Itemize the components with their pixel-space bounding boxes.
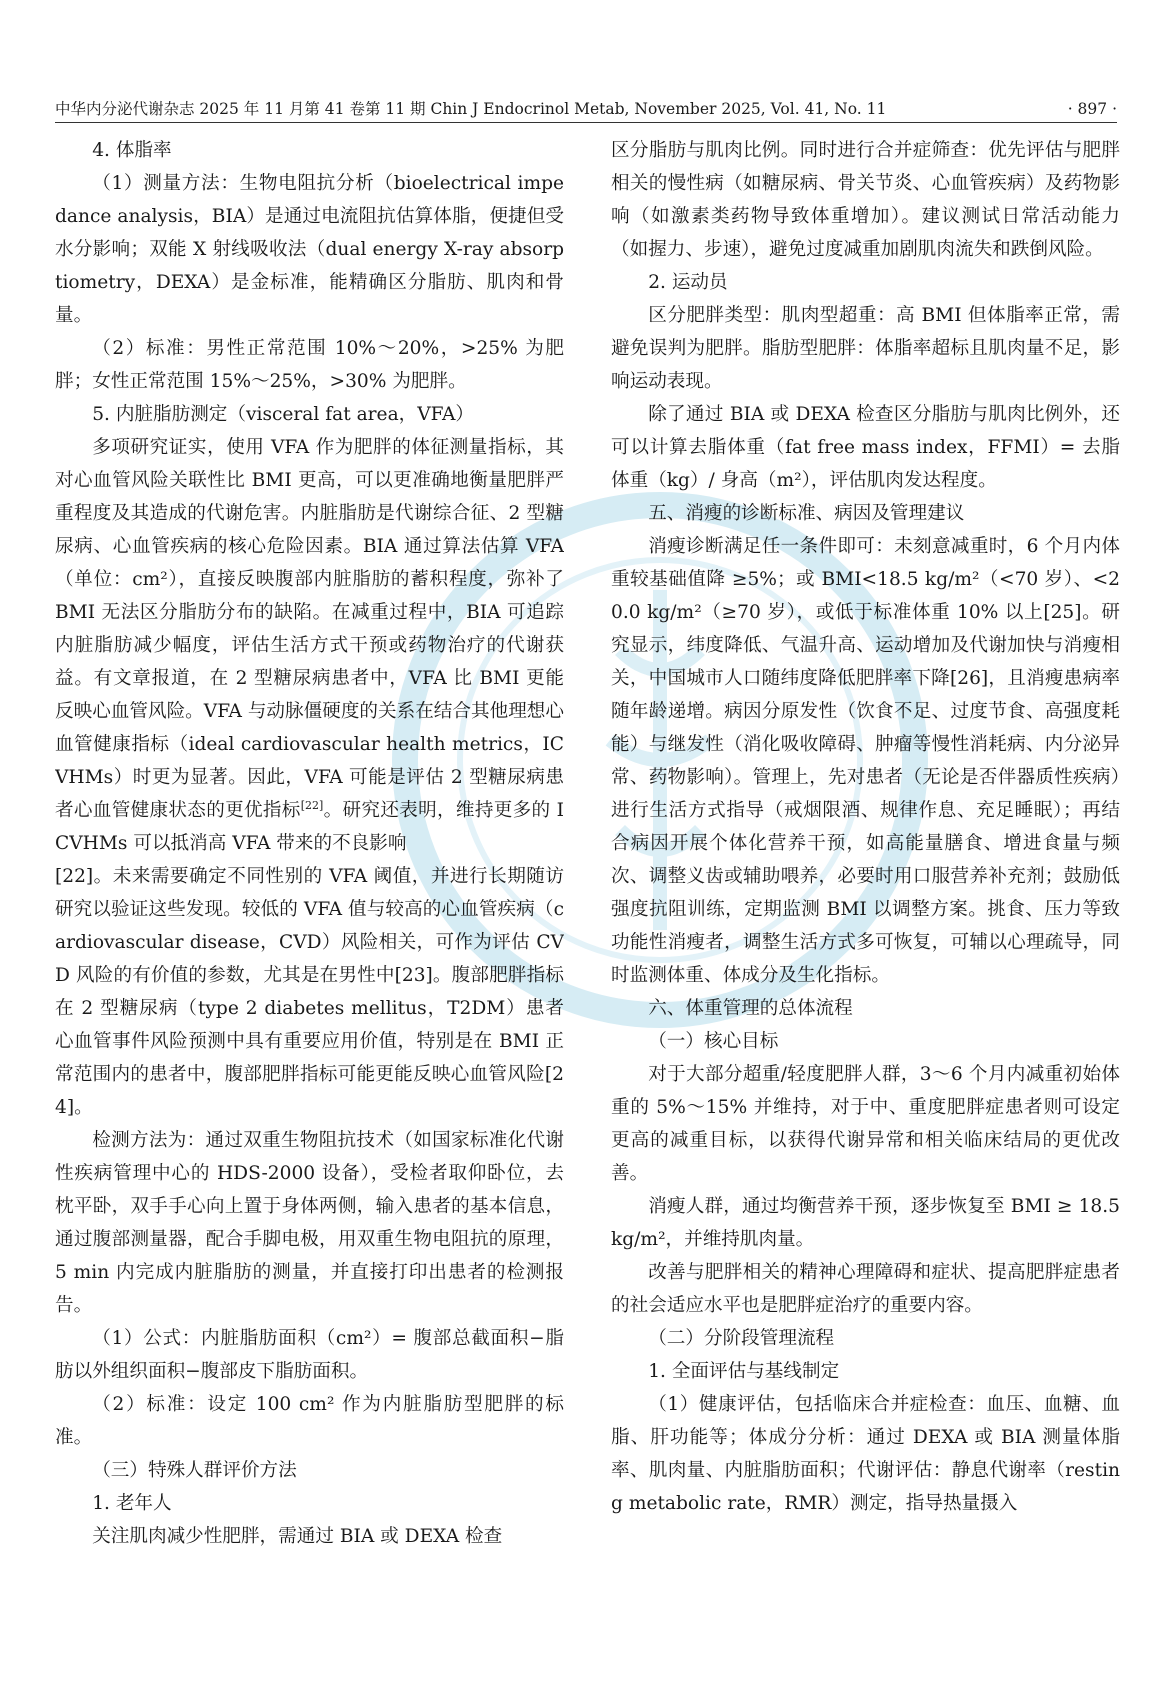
- paragraph-psychological-goal: 改善与肥胖相关的精神心理障碍和症状、提高肥胖症患者的社会适应水平也是肥胖症治疗的重要内容。: [611, 1262, 1120, 1316]
- heading-assessment: 1. 全面评估与基线制定: [648, 1361, 840, 1382]
- heading-elderly: 1. 老年人: [92, 1493, 172, 1514]
- heading-staged-process: （二）分阶段管理流程: [648, 1328, 835, 1349]
- left-column: [55, 134, 564, 1664]
- paragraph-athlete-types: 区分肥胖类型：肌肉型超重：高 BMI 但体脂率正常，需避免误判为肥胖。脂肪型肥胖：体脂率超标且肌肉量不足，影响运动表现。: [611, 305, 1120, 392]
- paragraph-overweight-goal: 对于大部分超重/轻度肥胖人群，3～6 个月内减重初始体重的 5%～15% 并维持，对于中、重度肥胖症患者则可设定更高的减重目标，以获得代谢异常和相关临床结局的更优改善。: [611, 1064, 1120, 1184]
- paragraph-vfa-continued: [22]。未来需要确定不同性别的 VFA 阈值，并进行长期随访研究以验证这些发现。较低的 VFA 值与较高的心血管疾病（cardiovascular disease，CVD）风险相关，可作为评估 CVD 风险的有价值的参数，尤其是在男性中[23]。腹部肥胖指标在 2 型糖尿病（type 2 diabetes mellitus，T2DM）患者心血管事件风险预测中具有重要应用价值，特别是在 BMI 正常范围内的患者中，腹部肥胖指标可能更能反映心血管风险[24]。: [55, 866, 564, 1118]
- paragraph-body-fat-standard: （2）标准：男性正常范围 10%～20%，>25% 为肥胖；女性正常范围 15%～25%，>30% 为肥胖。: [55, 338, 564, 392]
- heading-special-populations: （三）特殊人群评价方法: [92, 1460, 297, 1481]
- heading-weight-management: 六、体重管理的总体流程: [648, 998, 853, 1019]
- heading-body-fat: 4. 体脂率: [92, 140, 172, 161]
- running-header: [55, 96, 1117, 123]
- paragraph-vfa-formula: （1）公式：内脏脂肪面积（cm²）= 腹部总截面积−脂肪以外组织面积−腹部皮下脂肪面积。: [55, 1328, 564, 1382]
- right-column: [611, 134, 1120, 1664]
- paragraph-health-assessment: （1）健康评估，包括临床合并症检查：血压、血糖、血脂、肝功能等；体成分分析：通过 DEXA 或 BIA 测量体脂率、肌肉量、内脏脂肪面积；代谢评估：静息代谢率（resting metabolic rate，RMR）测定，指导热量摄入: [611, 1394, 1120, 1514]
- paragraph-emaciation-goal: 消瘦人群，通过均衡营养干预，逐步恢复至 BMI ≥ 18.5 kg/m²，并维持肌肉量。: [611, 1196, 1120, 1250]
- paragraph-detection-method: 检测方法为：通过双重生物阻抗技术（如国家标准化代谢性疾病管理中心的 HDS-2000 设备），受检者取仰卧位，去枕平卧，双手手心向上置于身体两侧，输入患者的基本信息，通过腹部测量器，配合手脚电极，用双重生物电阻抗的原理，5 min 内完成内脏脂肪的测量，并直接打印出患者的检测报告。: [55, 1130, 564, 1316]
- paragraph-vfa-research: 多项研究证实，使用 VFA 作为肥胖的体征测量指标，其对心血管风险关联性比 BMI 更高，可以更准确地衡量肥胖严重程度及其造成的代谢危害。内脏脂肪是代谢综合征、2 型糖尿病、心血管疾病的核心危险因素。BIA 通过算法估算 VFA（单位：cm²），直接反映腹部内脏脂肪的蓄积程度，弥补了 BMI 无法区分脂肪分布的缺陷。在减重过程中，BIA 可追踪内脏脂肪减少幅度，评估生活方式干预或药物治疗的代谢获益。有文章报道，在 2 型糖尿病患者中，VFA 比 BMI 更能反映心血管风险。VFA 与动脉僵硬度的关系在结合其他理想心血管健康指标（ideal cardiovascular health metrics，ICVHMs）时更为显著。因此，VFA 可能是评估 2 型糖尿病患者心血管健康状态的更优指标[22]。研究还表明，维持更多的 ICVHMs 可以抵消高 VFA 带来的不良影响: [55, 437, 564, 854]
- heading-athletes: 2. 运动员: [648, 272, 728, 293]
- page-number: · 897 ·: [1067, 100, 1117, 118]
- paragraph-emaciation: 消瘦诊断满足任一条件即可：未刻意减重时，6 个月内体重较基础值降 ≥5%；或 BMI<18.5 kg/m²（<70 岁）、<20.0 kg/m²（≥70 岁），或低于标准体重 10% 以上[25]。研究显示，纬度降低、气温升高、运动增加及代谢加快与消瘦相关，中国城市人口随纬度降低肥胖率下降[26]，且消瘦患病率随年龄递增。病因分原发性（饮食不足、过度节食、高强度耗能）与继发性（消化吸收障碍、肿瘤等慢性消耗病、内分泌异常、药物影响）。管理上，先对患者（无论是否伴器质性疾病）进行生活方式指导（戒烟限酒、规律作息、充足睡眠）；再结合病因开展个体化营养干预，如高能量膳食、增进食量与频次、调整义齿或辅助喂养，必要时用口服营养补充剂；鼓励低强度抗阻训练，定期监测 BMI 以调整方案。挑食、压力等致功能性消瘦者，调整生活方式多可恢复，可辅以心理疏导，同时监测体重、体成分及生化指标。: [611, 536, 1120, 986]
- paragraph-elderly: 关注肌肉减少性肥胖，需通过 BIA 或 DEXA 检查: [92, 1526, 503, 1547]
- paragraph-elderly-continued: 区分脂肪与肌肉比例。同时进行合并症筛查：优先评估与肥胖相关的慢性病（如糖尿病、骨关节炎、心血管疾病）及药物影响（如激素类药物导致体重增加）。建议测试日常活动能力（如握力、步速），避免过度减重加剧肌肉流失和跌倒风险。: [611, 140, 1120, 260]
- heading-emaciation: 五、消瘦的诊断标准、病因及管理建议: [648, 503, 965, 524]
- paragraph-vfa-standard: （2）标准：设定 100 cm² 作为内脏脂肪型肥胖的标准。: [55, 1394, 564, 1448]
- paragraph-ffmi: 除了通过 BIA 或 DEXA 检查区分脂肪与肌肉比例外，还可以计算去脂体重（fat free mass index，FFMI）= 去脂体重（kg）/ 身高（m²），评估肌肉发达程度。: [611, 404, 1120, 491]
- journal-citation: 中华内分泌代谢杂志 2025 年 11 月第 41 卷第 11 期 Chin J Endocrinol Metab, November 2025, Vol. 41, No. 11: [55, 100, 887, 118]
- paragraph-bia-dexa: （1）测量方法：生物电阻抗分析（bioelectrical impedance analysis，BIA）是通过电流阻抗估算体脂，便捷但受水分影响；双能 X 射线吸收法（dual energy X-ray absorptiometry，DEXA）是金标准，能精确区分脂肪、肌肉和骨量。: [55, 173, 564, 326]
- heading-vfa: 5. 内脏脂肪测定（visceral fat area，VFA）: [92, 404, 474, 425]
- heading-core-goals: （一）核心目标: [648, 1031, 779, 1052]
